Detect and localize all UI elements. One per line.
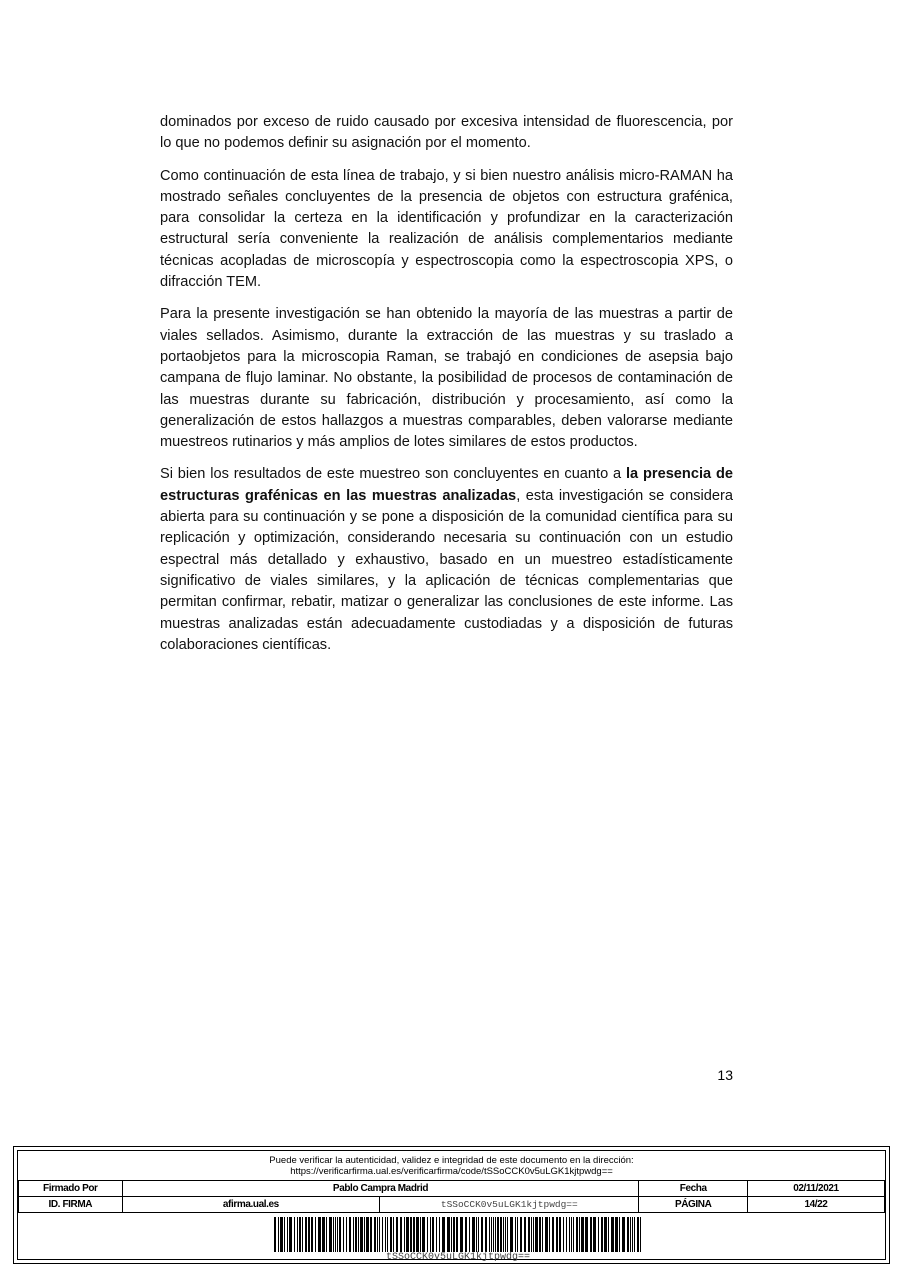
page-number: 13 — [717, 1067, 733, 1083]
paragraph-text: Para la presente investigación se han obtenido la mayoría de las muestras a partir de viales sellados. Asimismo, durante la extracción de las muestras y su traslado a portaobjetos para la microscopia Raman, se trabajó en condiciones de asepsia bajo campana de flujo laminar. No obstante, la posibilidad de procesos de contaminación de las muestras durante su fabricación, distribución y procesamiento, así como la generalización de estos hallazgos a muestras comparables, deben valorarse mediante muestreos rutinarios y más amplios de lotes similares de estos productos. — [160, 306, 733, 451]
emphasis-text: la presencia de estructuras grafénicas en las muestras analizadas — [160, 466, 733, 504]
barcode-icon — [268, 1217, 648, 1252]
verification-notice — [18, 1155, 885, 1177]
paragraph-text: , esta investigación se considera abierta para su continuación y se pone a disposición de la comunidad científica para su replicación y optimización, considerando necesaria su continuación con un estudio espectral más detallado y exhaustivo, basado en un muestreo estadísticamente significativo de viales similares, y la aplicación de técnicas complementarias que permitan confirmar, rebatir, matizar o generalizar las conclusiones de este informe. Las muestras analizadas están adecuadamente custodiadas y a disposición de futuras colaboraciones científicas. — [160, 487, 734, 653]
body-paragraph — [160, 464, 733, 656]
id-host: afirma.ual.es — [122, 1197, 380, 1213]
page-label: PÁGINA — [639, 1197, 747, 1213]
table-row — [19, 1181, 885, 1197]
body-paragraph — [160, 166, 733, 294]
id-code: tSSoCCK0v5uLGK1kjtpwdg== — [380, 1197, 639, 1213]
body-paragraph — [160, 112, 733, 155]
signed-by-label: Firmado Por — [19, 1181, 123, 1197]
paragraph-text: dominados por exceso de ruido causado por excesiva intensidad de fluorescencia, por lo que no podemos definir su asignación por el momento. — [160, 114, 733, 152]
signer-name: Pablo Campra Madrid — [122, 1181, 639, 1197]
date-value: 02/11/2021 — [747, 1181, 884, 1197]
document-body — [160, 112, 733, 667]
barcode-area — [268, 1217, 648, 1262]
id-label: ID. FIRMA — [19, 1197, 123, 1213]
paragraph-text: Como continuación de esta línea de trabajo, y si bien nuestro análisis micro-RAMAN ha mostrado señales concluyentes de la presencia de objetos con estructura grafénica, para consolidar la certeza en la identificación y profundizar en la caracterización estructural sería conveniente la realización de análisis complementarios mediante técnicas acopladas de microscopía y espectroscopia como la espectroscopia XPS, o difracción TEM. — [160, 167, 733, 291]
body-paragraph — [160, 304, 733, 453]
date-label: Fecha — [639, 1181, 747, 1197]
signature-inner-frame — [17, 1150, 886, 1263]
verification-url[interactable]: https://verificarfirma.ual.es/verificarfirma/code/tSSoCCK0v5uLGK1kjtpwdg== — [290, 1166, 613, 1177]
barcode-text: tSSoCCK0v5uLGK1kjtpwdg== — [385, 1252, 531, 1263]
paragraph-text: Si bien los resultados de este muestreo son concluyentes en cuanto a — [160, 466, 626, 483]
signature-table — [18, 1180, 885, 1213]
verification-line: Puede verificar la autenticidad, validez e integridad de este documento en la dirección: — [269, 1155, 634, 1166]
page-value: 14/22 — [747, 1197, 884, 1213]
table-row — [19, 1197, 885, 1213]
signature-verification-box — [13, 1146, 890, 1264]
